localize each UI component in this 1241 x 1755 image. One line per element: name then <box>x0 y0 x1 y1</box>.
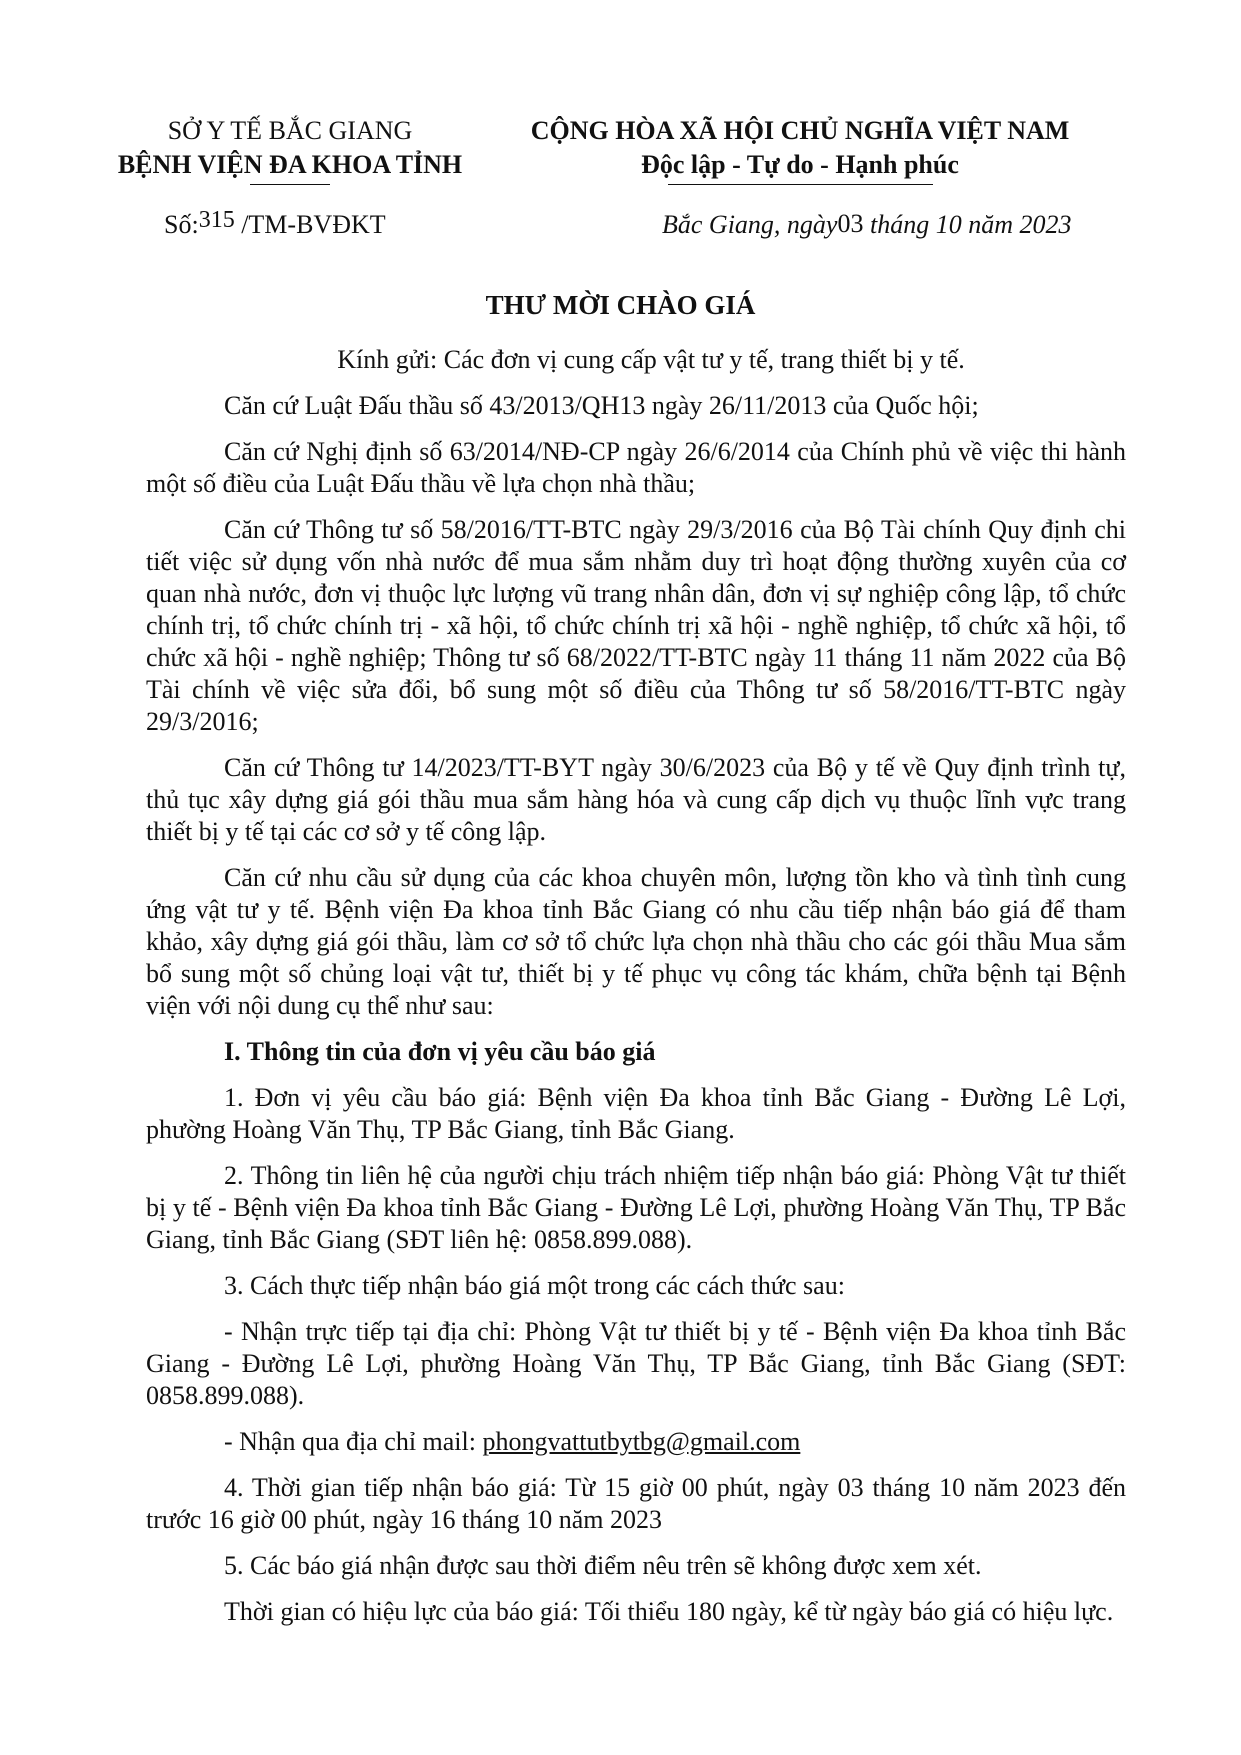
org-underline <box>250 184 330 185</box>
date-day: 03 <box>837 209 864 238</box>
issue-date <box>662 210 1071 240</box>
basis-paragraph-5: Căn cứ nhu cầu sử dụng của các khoa chuyên môn, lượng tồn kho và tình tình cung ứng vật tư y tế. Bệnh viện Đa khoa tỉnh Bắc Giang có nhu cầu tiếp nhận báo giá để tham khảo, xây dựng giá gói thầu, làm cơ sở tổ chức lựa chọn nhà thầu cho các gói thầu Mua sắm bổ sung một số chủng loại vật tư, thiết bị y tế phục vụ công tác khám, chữa bệnh tại Bệnh viện với nội dung cụ thể như sau: <box>146 863 1126 1020</box>
basis-paragraph-2: Căn cứ Nghị định số 63/2014/NĐ-CP ngày 26/6/2014 của Chính phủ về việc thi hành một số điều của Luật Đấu thầu về lựa chọn nhà thầu; <box>146 437 1126 498</box>
motto: Độc lập - Tự do - Hạnh phúc <box>641 150 959 179</box>
item-5: 5. Các báo giá nhận được sau thời điểm nêu trên sẽ không được xem xét. <box>224 1551 982 1580</box>
basis-paragraph-3: Căn cứ Thông tư số 58/2016/TT-BTC ngày 29/3/2016 của Bộ Tài chính Quy định chi tiết việc sử dụng vốn nhà nước để mua sắm nhằm duy trì hoạt động thường xuyên của cơ quan nhà nước, đơn vị thuộc lực lượng vũ trang nhân dân, đơn vị sự nghiệp công lập, tổ chức chính trị, tổ chức chính trị - xã hội, tổ chức chính trị xã hội - nghề nghiệp, tổ chức xã hội, tổ chức xã hội - nghề nghiệp; Thông tư số 68/2022/TT-BTC ngày 11 tháng 11 năm 2022 của Bộ Tài chính về việc sửa đổi, bổ sung một số điều của Thông tư số 58/2016/TT-BTC ngày 29/3/2016; <box>146 515 1126 736</box>
number-suffix: /TM-BVĐKT <box>234 210 386 239</box>
date-rest: tháng 10 năm 2023 <box>863 210 1072 239</box>
item-3: 3. Cách thực tiếp nhận báo giá một trong các cách thức sau: <box>224 1271 845 1300</box>
item-1: 1. Đơn vị yêu cầu báo giá: Bệnh viện Đa khoa tỉnh Bắc Giang - Đường Lê Lợi, phường Hoàng Văn Thụ, TP Bắc Giang, tỉnh Bắc Giang. <box>146 1083 1126 1144</box>
national-header <box>500 114 1100 185</box>
org-parent: SỞ Y TẾ BẮC GIANG <box>167 116 413 145</box>
issuer-block <box>80 114 500 185</box>
date-place: Bắc Giang, ngày <box>662 210 838 239</box>
nation-title: CỘNG HÒA XÃ HỘI CHỦ NGHĨA VIỆT NAM <box>530 116 1070 145</box>
recipient-line: Kính gửi: Các đơn vị cung cấp vật tư y tế, trang thiết bị y tế. <box>337 345 965 374</box>
document-number <box>164 207 386 240</box>
item-2: 2. Thông tin liên hệ của người chịu trách nhiệm tiếp nhận báo giá: Phòng Vật tư thiết bị y tế - Bệnh viện Đa khoa tỉnh Bắc Giang - Đường Lê Lợi, phường Hoàng Văn Thụ, TP Bắc Giang, tỉnh Bắc Giang (SĐT liên hệ: 0858.899.088). <box>146 1161 1126 1254</box>
number-prefix: Số: <box>164 210 199 239</box>
section-heading: I. Thông tin của đơn vị yêu cầu báo giá <box>224 1037 656 1066</box>
document-body <box>146 344 1126 1642</box>
basis-paragraph-1: Căn cứ Luật Đấu thầu số 43/2013/QH13 ngày 26/11/2013 của Quốc hội; <box>224 391 979 420</box>
org-name: BỆNH VIỆN ĐA KHOA TỈNH <box>117 150 463 179</box>
motto-underline <box>668 184 933 185</box>
item-3b <box>146 1426 1126 1458</box>
number-value: 315 <box>198 207 235 233</box>
email-label: - Nhận qua địa chỉ mail: <box>224 1427 483 1456</box>
validity-note: Thời gian có hiệu lực của báo giá: Tối thiểu 180 ngày, kể từ ngày báo giá có hiệu lực. <box>224 1597 1114 1626</box>
document-title: THƯ MỜI CHÀO GIÁ <box>485 290 756 320</box>
basis-paragraph-4: Căn cứ Thông tư 14/2023/TT-BYT ngày 30/6/2023 của Bộ y tế về Quy định trình tự, thủ tục xây dựng giá gói thầu mua sắm hàng hóa và cung cấp dịch vụ thuộc lĩnh vực trang thiết bị y tế tại các cơ sở y tế công lập. <box>146 753 1126 846</box>
email-link[interactable]: phongvattutbytbg@gmail.com <box>482 1427 801 1456</box>
item-3a: - Nhận trực tiếp tại địa chỉ: Phòng Vật tư thiết bị y tế - Bệnh viện Đa khoa tỉnh Bắc Giang - Đường Lê Lợi, phường Hoàng Văn Thụ, TP Bắc Giang, tỉnh Bắc Giang (SĐT: 0858.899.088). <box>146 1317 1126 1410</box>
item-4: 4. Thời gian tiếp nhận báo giá: Từ 15 giờ 00 phút, ngày 03 tháng 10 năm 2023 đến trước 16 giờ 00 phút, ngày 16 tháng 10 năm 2023 <box>146 1473 1126 1534</box>
